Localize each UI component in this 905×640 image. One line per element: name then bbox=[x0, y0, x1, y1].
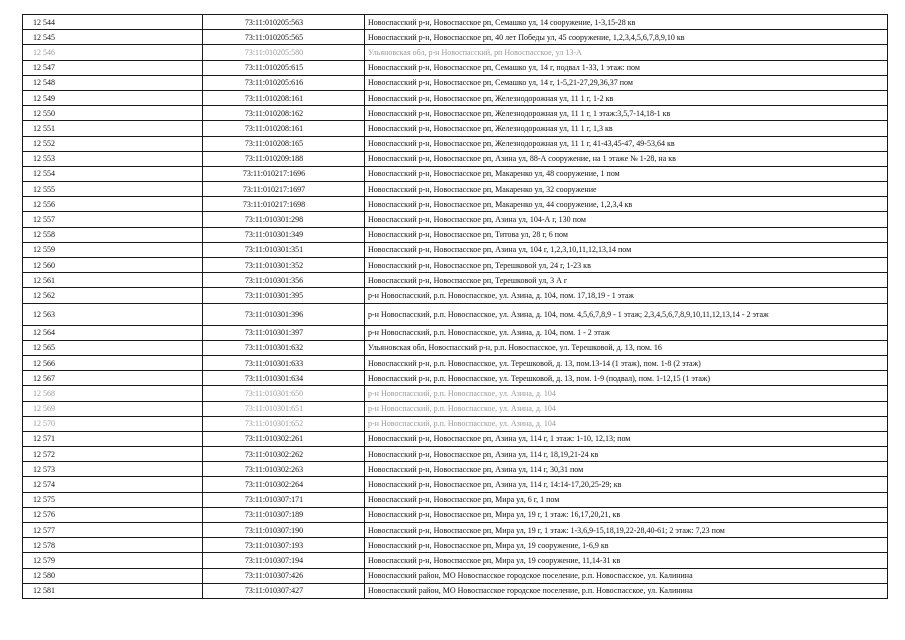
record-number-cell: 12 575 bbox=[23, 492, 203, 507]
cadastral-number-cell: 73:11:010205:563 bbox=[203, 15, 365, 30]
record-number-cell: 12 559 bbox=[23, 242, 203, 257]
address-cell: Новоспасский р-н, Новоспасское рп, Железнодорожная ул, 11 1 г, 1-2 кв bbox=[365, 90, 888, 105]
record-number-cell: 12 563 bbox=[23, 303, 203, 325]
cadastral-number-cell: 73:11:010208:161 bbox=[203, 121, 365, 136]
record-number-cell: 12 570 bbox=[23, 416, 203, 431]
cadastral-number-cell: 73:11:010307:193 bbox=[203, 538, 365, 553]
address-cell: р-н Новоспасский, р.п. Новоспасское, ул. Азина, д. 104 bbox=[365, 386, 888, 401]
record-number-cell: 12 560 bbox=[23, 258, 203, 273]
cadastral-number-cell: 73:11:010301:634 bbox=[203, 371, 365, 386]
address-cell: Новоспасский р-н, Новоспасское рп, Макаренко ул, 44 сооружение, 1,2,3,4 кв bbox=[365, 197, 888, 212]
table-row bbox=[23, 15, 888, 30]
record-number-cell: 12 549 bbox=[23, 90, 203, 105]
address-cell: Ульяновская обл, Новоспасский р-н, р.п. Новоспасское, ул. Терешковой, д. 13, пом. 16 bbox=[365, 340, 888, 355]
record-number-cell: 12 545 bbox=[23, 30, 203, 45]
address-cell: Новоспасский р-н, Новоспасское рп, Семашко ул, 14 г, подвал 1-33, 1 этаж: пом bbox=[365, 60, 888, 75]
cadastral-number-cell: 73:11:010205:615 bbox=[203, 60, 365, 75]
record-number-cell: 12 578 bbox=[23, 538, 203, 553]
cadastral-number-cell: 73:11:010208:165 bbox=[203, 136, 365, 151]
table-row bbox=[23, 106, 888, 121]
address-cell: Новоспасский р-н, Новоспасское рп, Мира ул, 19 сооружение, 11,14-31 кв bbox=[365, 553, 888, 568]
table-row bbox=[23, 492, 888, 507]
cadastral-number-cell: 73:11:010301:352 bbox=[203, 258, 365, 273]
table-row bbox=[23, 121, 888, 136]
record-number-cell: 12 548 bbox=[23, 75, 203, 90]
record-number-cell: 12 557 bbox=[23, 212, 203, 227]
cadastral-number-cell: 73:11:010307:189 bbox=[203, 507, 365, 522]
table-row bbox=[23, 212, 888, 227]
address-cell: Новоспасский р-н, Новоспасское рп, Азина ул, 114 г, 1 этаж: 1-10, 12,13; пом bbox=[365, 431, 888, 446]
table-row bbox=[23, 151, 888, 166]
cadastral-number-cell: 73:11:010307:190 bbox=[203, 523, 365, 538]
record-number-cell: 12 552 bbox=[23, 136, 203, 151]
table-row bbox=[23, 288, 888, 303]
cadastral-number-cell: 73:11:010301:651 bbox=[203, 401, 365, 416]
address-cell: Новоспасский р-н, Новоспасское рп, Азина ул, 114 г, 14:14-17,20,25-29; кв bbox=[365, 477, 888, 492]
record-number-cell: 12 568 bbox=[23, 386, 203, 401]
address-cell: Новоспасский р-н, Новоспасское рп, Терешковой ул, 24 г, 1-23 кв bbox=[365, 258, 888, 273]
address-cell: Новоспасский р-н, Новоспасское рп, Мира ул, 19 г, 1 этаж: 16,17,20,21, кв bbox=[365, 507, 888, 522]
table-row bbox=[23, 136, 888, 151]
cadastral-number-cell: 73:11:010217:1698 bbox=[203, 197, 365, 212]
address-cell: Новоспасский р-н, Новоспасское рп, Железнодорожная ул, 11 1 г, 41-43,45-47, 49-53,64 кв bbox=[365, 136, 888, 151]
address-cell: Ульяновская обл, р-н Новоспасский, рп Новоспасское, ул 13-А bbox=[365, 45, 888, 60]
table-row bbox=[23, 60, 888, 75]
cadastral-number-cell: 73:11:010301:633 bbox=[203, 355, 365, 370]
cadastral-number-cell: 73:11:010301:351 bbox=[203, 242, 365, 257]
table-row bbox=[23, 462, 888, 477]
cadastral-number-cell: 73:11:010301:396 bbox=[203, 303, 365, 325]
address-cell: р-н Новоспасский, р.п. Новоспасское, ул. Азина, д. 104 bbox=[365, 416, 888, 431]
record-number-cell: 12 566 bbox=[23, 355, 203, 370]
table-row bbox=[23, 447, 888, 462]
record-number-cell: 12 569 bbox=[23, 401, 203, 416]
cadastral-number-cell: 73:11:010301:395 bbox=[203, 288, 365, 303]
address-cell: Новоспасский район, МО Новоспасское городское поселение, р.п. Новоспасское, ул. Калинина bbox=[365, 583, 888, 598]
address-cell: Новоспасский р-н, р.п. Новоспасское, ул. Терешковой, д. 13, пом. 1-9 (подвал), пом. 1-12,15 (1 этаж) bbox=[365, 371, 888, 386]
record-number-cell: 12 571 bbox=[23, 431, 203, 446]
table-row bbox=[23, 538, 888, 553]
cadastral-number-cell: 73:11:010205:580 bbox=[203, 45, 365, 60]
cadastral-number-cell: 73:11:010307:426 bbox=[203, 568, 365, 583]
address-cell: Новоспасский р-н, Новоспасское рп, Макаренко ул, 48 сооружение, 1 пом bbox=[365, 166, 888, 181]
record-number-cell: 12 554 bbox=[23, 166, 203, 181]
address-cell: Новоспасский р-н, Новоспасское рп, Азина ул, 104-А г, 130 пом bbox=[365, 212, 888, 227]
record-number-cell: 12 574 bbox=[23, 477, 203, 492]
address-cell: Новоспасский р-н, Новоспасское рп, Макаренко ул, 32 сооружение bbox=[365, 182, 888, 197]
cadastral-number-cell: 73:11:010217:1697 bbox=[203, 182, 365, 197]
table-row bbox=[23, 90, 888, 105]
record-number-cell: 12 556 bbox=[23, 197, 203, 212]
cadastral-number-cell: 73:11:010301:356 bbox=[203, 273, 365, 288]
cadastral-number-cell: 73:11:010208:162 bbox=[203, 106, 365, 121]
table-row bbox=[23, 325, 888, 340]
table-row bbox=[23, 242, 888, 257]
record-number-cell: 12 553 bbox=[23, 151, 203, 166]
record-number-cell: 12 581 bbox=[23, 583, 203, 598]
record-number-cell: 12 544 bbox=[23, 15, 203, 30]
record-number-cell: 12 576 bbox=[23, 507, 203, 522]
address-cell: Новоспасский р-н, Новоспасское рп, Азина ул, 88-А сооружение, на 1 этаже № 1-28, на кв bbox=[365, 151, 888, 166]
cadastral-number-cell: 73:11:010307:171 bbox=[203, 492, 365, 507]
cadastral-number-cell: 73:11:010301:650 bbox=[203, 386, 365, 401]
address-cell: р-н Новоспасский, р.п. Новоспасское, ул. Азина, д. 104, пом. 17,18,19 - 1 этаж bbox=[365, 288, 888, 303]
table-row bbox=[23, 583, 888, 598]
address-cell: р-н Новоспасский, р.п. Новоспасское, ул. Азина, д. 104, пом. 1 - 2 этаж bbox=[365, 325, 888, 340]
table-row bbox=[23, 182, 888, 197]
cadastral-number-cell: 73:11:010302:263 bbox=[203, 462, 365, 477]
record-number-cell: 12 547 bbox=[23, 60, 203, 75]
table-row bbox=[23, 431, 888, 446]
record-number-cell: 12 561 bbox=[23, 273, 203, 288]
cadastral-number-cell: 73:11:010205:616 bbox=[203, 75, 365, 90]
record-number-cell: 12 572 bbox=[23, 447, 203, 462]
address-cell: Новоспасский р-н, Новоспасское рп, Мира ул, 19 сооружение, 1-6,9 кв bbox=[365, 538, 888, 553]
table-row bbox=[23, 273, 888, 288]
table-row bbox=[23, 303, 888, 325]
record-number-cell: 12 580 bbox=[23, 568, 203, 583]
address-cell: Новоспасский р-н, Новоспасское рп, Семашко ул, 14 сооружение, 1-3,15-28 кв bbox=[365, 15, 888, 30]
address-cell: Новоспасский р-н, Новоспасское рп, Терешковой ул, 3 А г bbox=[365, 273, 888, 288]
address-cell: Новоспасский р-н, Новоспасское рп, 40 лет Победы ул, 45 сооружение, 1,2,3,4,5,6,7,8,9,10 кв bbox=[365, 30, 888, 45]
address-cell: Новоспасский р-н, Новоспасское рп, Азина ул, 104 г, 1,2,3,10,11,12,13,14 пом bbox=[365, 242, 888, 257]
cadastral-number-cell: 73:11:010302:264 bbox=[203, 477, 365, 492]
record-number-cell: 12 579 bbox=[23, 553, 203, 568]
table-row bbox=[23, 507, 888, 522]
cadastral-number-cell: 73:11:010209:188 bbox=[203, 151, 365, 166]
table-row bbox=[23, 258, 888, 273]
table-row bbox=[23, 523, 888, 538]
address-cell: Новоспасский р-н, Новоспасское рп, Железнодорожная ул, 11 1 г, 1 этаж:3,5,7-14,18-1 кв bbox=[365, 106, 888, 121]
address-cell: р-н Новоспасский, р.п. Новоспасское, ул. Азина, д. 104 bbox=[365, 401, 888, 416]
register-body bbox=[23, 15, 888, 599]
table-row bbox=[23, 371, 888, 386]
cadastral-number-cell: 73:11:010301:652 bbox=[203, 416, 365, 431]
cadastral-number-cell: 73:11:010301:349 bbox=[203, 227, 365, 242]
cadastral-number-cell: 73:11:010205:565 bbox=[203, 30, 365, 45]
record-number-cell: 12 546 bbox=[23, 45, 203, 60]
record-number-cell: 12 567 bbox=[23, 371, 203, 386]
table-row bbox=[23, 75, 888, 90]
table-row bbox=[23, 568, 888, 583]
address-cell: Новоспасский р-н, р.п. Новоспасское, ул. Терешковой, д. 13, пом.13-14 (1 этаж), пом. 1-8 (2 этаж) bbox=[365, 355, 888, 370]
address-cell: Новоспасский р-н, Новоспасское рп, Мира ул, 6 г, 1 пом bbox=[365, 492, 888, 507]
address-cell: р-н Новоспасский, р.п. Новоспасское, ул. Азина, д. 104, пом. 4,5,6,7,8,9 - 1 этаж; 2,3,4,5,6,7,8,9,10,11,12,13,14 - 2 этаж bbox=[365, 303, 888, 325]
cadastral-number-cell: 73:11:010301:397 bbox=[203, 325, 365, 340]
record-number-cell: 12 565 bbox=[23, 340, 203, 355]
table-row bbox=[23, 30, 888, 45]
table-row bbox=[23, 340, 888, 355]
address-cell: Новоспасский р-н, Новоспасское рп, Железнодорожная ул, 11 1 г, 1,3 кв bbox=[365, 121, 888, 136]
table-row bbox=[23, 401, 888, 416]
address-cell: Новоспасский р-н, Новоспасское рп, Азина ул, 114 г, 30,31 пом bbox=[365, 462, 888, 477]
address-cell: Новоспасский р-н, Новоспасское рп, Титова ул, 28 г, 6 пом bbox=[365, 227, 888, 242]
cadastral-number-cell: 73:11:010302:262 bbox=[203, 447, 365, 462]
table-row bbox=[23, 166, 888, 181]
record-number-cell: 12 555 bbox=[23, 182, 203, 197]
cadastral-number-cell: 73:11:010217:1696 bbox=[203, 166, 365, 181]
record-number-cell: 12 577 bbox=[23, 523, 203, 538]
record-number-cell: 12 551 bbox=[23, 121, 203, 136]
address-cell: Новоспасский р-н, Новоспасское рп, Мира ул, 19 г, 1 этаж: 1-3,6,9-15,18,19,22-28,40-61; 2 этаж: 7,23 пом bbox=[365, 523, 888, 538]
record-number-cell: 12 562 bbox=[23, 288, 203, 303]
cadastral-number-cell: 73:11:010307:427 bbox=[203, 583, 365, 598]
record-number-cell: 12 558 bbox=[23, 227, 203, 242]
address-cell: Новоспасский р-н, Новоспасское рп, Семашко ул, 14 г, 1-5,21-27,29,36,37 пом bbox=[365, 75, 888, 90]
cadastral-number-cell: 73:11:010307:194 bbox=[203, 553, 365, 568]
record-number-cell: 12 573 bbox=[23, 462, 203, 477]
table-row bbox=[23, 45, 888, 60]
table-row bbox=[23, 355, 888, 370]
table-row bbox=[23, 553, 888, 568]
table-row bbox=[23, 227, 888, 242]
cadastral-number-cell: 73:11:010301:298 bbox=[203, 212, 365, 227]
cadastral-number-cell: 73:11:010208:161 bbox=[203, 90, 365, 105]
cadastral-number-cell: 73:11:010301:632 bbox=[203, 340, 365, 355]
property-register-table bbox=[22, 14, 888, 599]
record-number-cell: 12 564 bbox=[23, 325, 203, 340]
table-row bbox=[23, 197, 888, 212]
table-row bbox=[23, 386, 888, 401]
record-number-cell: 12 550 bbox=[23, 106, 203, 121]
cadastral-number-cell: 73:11:010302:261 bbox=[203, 431, 365, 446]
address-cell: Новоспасский район, МО Новоспасское городское поселение, р.п. Новоспасское, ул. Калинина bbox=[365, 568, 888, 583]
address-cell: Новоспасский р-н, Новоспасское рп, Азина ул, 114 г, 18,19,21-24 кв bbox=[365, 447, 888, 462]
table-row bbox=[23, 477, 888, 492]
table-row bbox=[23, 416, 888, 431]
